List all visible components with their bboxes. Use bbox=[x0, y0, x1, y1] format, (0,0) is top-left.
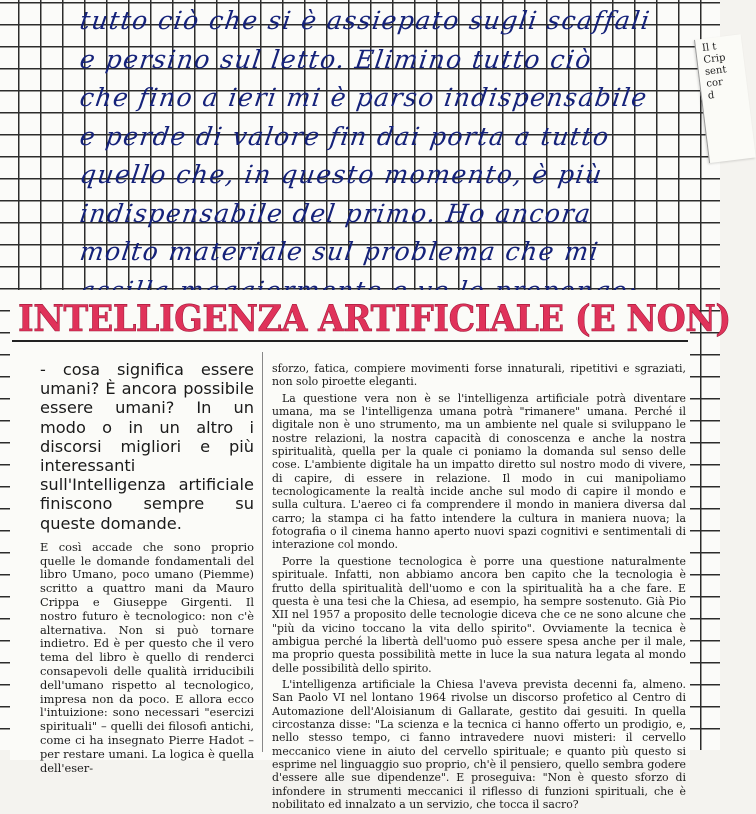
handwritten-line: quello che, in questo momento, è più bbox=[78, 160, 605, 189]
side-clip-line: Il t bbox=[701, 41, 718, 55]
column-divider bbox=[262, 352, 263, 752]
handwritten-line: e persino sul letto. Elimino tutto ciò bbox=[78, 44, 595, 74]
handwritten-line: tutto ciò che si è assiepato sugli scaffali bbox=[78, 6, 653, 35]
handwritten-line: molto materiale sul problema che mi bbox=[78, 237, 602, 266]
article-right-column bbox=[272, 362, 686, 814]
article-paragraph: La questione vera non è se l'intelligenza artificiale potrà diventare umana, ma se l'intelligenza umana potrà "rimanere" umana. Perché il digitale non è uno strumento, ma un ambiente nel quale si sviluppano le nostre relazioni, la nostra capacità di conoscenza e anche la nostra spiritualità, quella per la quale ci poniamo la domanda sul senso delle cose. L'ambiente digitale ha un impatto diretto sul nostro modo di vivere, di capire, di essere in relazione. Il modo in cui manipoliamo tecnologicamente la realtà incide anche sul modo di capire il mondo e sulla cultura. L'aereo ci fa comprendere il mondo in maniera diversa dal carro; la stampa ci ha fatto intendere la cultura in maniera nuova; la fotografia o il cinema hanno aperto nuovi spazi cognitivi e sentimentali di interazione col mondo. bbox=[272, 391, 686, 552]
headline-rule bbox=[12, 340, 688, 342]
side-clip-line: cor bbox=[705, 76, 724, 90]
side-clip-line: d bbox=[707, 89, 715, 102]
article-left-column bbox=[40, 352, 254, 775]
handwritten-line: e perde di valore fin dai porta a tutto bbox=[78, 121, 612, 151]
side-clip-line: Crip bbox=[702, 52, 727, 66]
handwritten-line: che fino a ieri mi è parso indispensabile bbox=[78, 83, 650, 112]
article-paragraph: sforzo, fatica, compiere movimenti forse innaturali, ripetitivi e sgraziati, non solo piroette eleganti. bbox=[272, 362, 686, 389]
lead-mark: - bbox=[40, 360, 46, 379]
article-headline: INTELLIGENZA ARTIFICIALE (E NON) bbox=[18, 298, 731, 340]
article-lead bbox=[40, 360, 254, 533]
handwritten-note bbox=[78, 2, 653, 310]
article-paragraph: L'intelligenza artificiale la Chiesa l'aveva prevista decenni fa, almeno. San Paolo VI nel lontano 1964 rivolse un discorso profetico al Centro di Automazione dell'Aloisianum di Gallarate, gestito dai gesuiti. In quella circostanza disse: "La scienza e la tecnica ci hanno offerto un prodigio, e, nello stesso tempo, ci fanno intravedere nuovi misteri: il cervello meccanico viene in aiuto del cervello spirituale; e quanto più questo si esprime nel linguaggio suo proprio, ch'è il pensiero, quello sembra godere d'essere alle sue dipendenze". E proseguiva: "Non è questo sforzo di infondere in strumenti meccanici il riflesso di funzioni spirituali, che è nobilitato ed innalzato a un servizio, che tocca il sacro? bbox=[272, 677, 686, 811]
article-lead-text: cosa significa essere umani? È ancora possibile essere umani? In un modo o in un altro i discorsi migliori e più interessanti sull'Intelligenza artificiale finiscono sempre su queste domande. bbox=[40, 360, 254, 533]
handwritten-line: indispensabile del primo. Ho ancora bbox=[78, 198, 594, 228]
article-left-body: E così accade che sono proprio quelle le domande fondamentali del libro Umano, poco umano (Piemme) scritto a quattro mani da Mauro Crippa e Giuseppe Girgenti. Il nostro futuro è tecnologico: non c'è alternativa. Non si può tornare indietro. Ed è per questo che il vero tema del libro è quello di renderci consapevoli delle qualità irriducibili dell'umano rispetto al tecnologico, impresa non da poco. E allora ecco l'intuizione: sono necessari "esercizi spirituali" – quelli dei filosofi antichi, come ci ha insegnato Pierre Hadot – per restare umani. La logica è quella dell'eser- bbox=[40, 539, 254, 775]
article-paragraph: Porre la questione tecnologica è porre una questione naturalmente spirituale. Infatti, non abbiamo ancora ben capito che la tecnologia è frutto della spiritualità dell'uomo e con la spiritualità ha a che fare. E questa è una tesi che la Chiesa, ad esempio, ha sempre sostenuto. Già Pio XII nel 1957 a proposito delle tecnologie diceva che ce ne sono alcune che "più da vicino toccano la vita dello spirito". Ovviamente la tecnica è ambigua perché la libertà dell'uomo può essere spesa anche per il male, ma proprio questa possibilità mette in luce la sua natura legata al mondo delle possibilità dello spirito. bbox=[272, 554, 686, 675]
side-clip-line: sent bbox=[704, 64, 728, 78]
